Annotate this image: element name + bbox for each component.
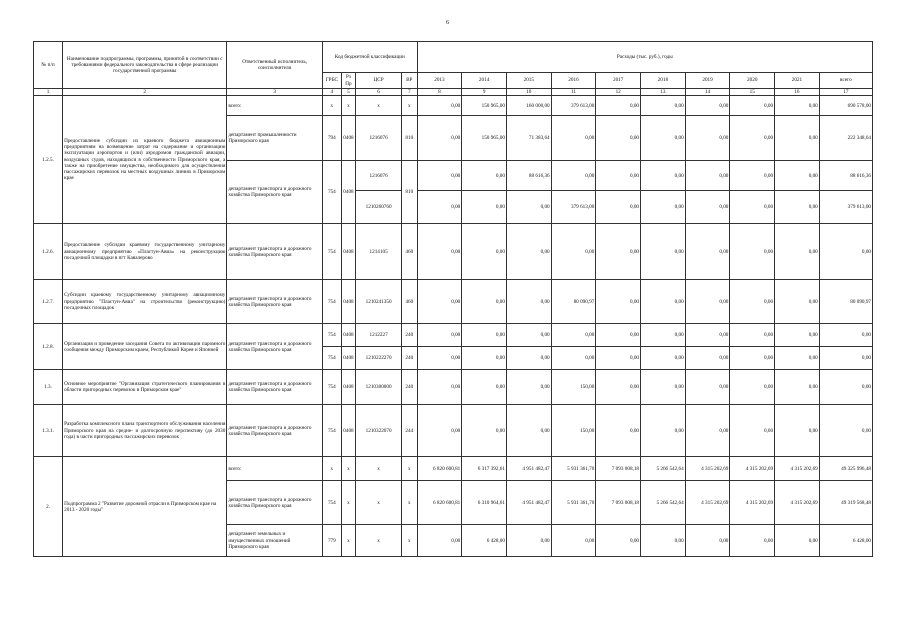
total-cell: 0,00 (819, 405, 872, 457)
value-cell: 0,00 (685, 96, 730, 116)
rzpr-cell: 0408 (341, 280, 356, 324)
header-csr: ЦСР (356, 73, 402, 89)
total-cell: 49 325 996,48 (819, 457, 872, 481)
rzpr-cell: 0408 (341, 161, 356, 224)
vr-cell: 460 (401, 224, 417, 280)
value-cell: 4 315 202,69 (685, 457, 730, 481)
value-cell: 0,00 (775, 405, 820, 457)
value-cell: 0,00 (685, 525, 730, 557)
value-cell: 0,00 (596, 191, 641, 224)
grbs-cell: 754 (322, 347, 341, 370)
total-cell: 0,00 (819, 324, 872, 347)
csr-cell: х (356, 525, 402, 557)
row-executor: департамент транспорта и дорожного хозяйства Приморского края (227, 324, 323, 370)
value-cell: 0,00 (417, 96, 462, 116)
value-cell: 80 090,97 (551, 280, 596, 324)
value-cell: 0,00 (685, 405, 730, 457)
value-cell: 0,00 (641, 347, 686, 370)
col-number: 16 (775, 89, 820, 96)
value-cell: 0,00 (775, 191, 820, 224)
csr-cell: х (356, 481, 402, 525)
row-executor: департамент транспорта и дорожного хозяйства Приморского края (227, 405, 323, 457)
header-year: 2014 (462, 73, 507, 89)
value-cell: 0,00 (641, 280, 686, 324)
value-cell: 0,00 (730, 280, 775, 324)
value-cell: 379 613,00 (551, 191, 596, 224)
value-cell: 5 931 361,70 (551, 457, 596, 481)
header-expenses: Расходы (тыс. руб.), годы (417, 42, 872, 73)
value-cell: 0,00 (506, 224, 551, 280)
value-cell: 150,00 (551, 405, 596, 457)
vr-cell: 244 (401, 405, 417, 457)
value-cell: 0,00 (685, 116, 730, 161)
value-cell: 0,00 (641, 96, 686, 116)
col-number: 13 (641, 89, 686, 96)
rzpr-cell: 0408 (341, 370, 356, 405)
header-num: № п/п (34, 42, 63, 89)
rzpr-cell: 0408 (341, 324, 356, 347)
row-name: Организация и проведение заседания Совета по активизации паромного сообщения между Приморским краем, Республикой Корея и Японией (63, 324, 227, 370)
header-year: 2017 (596, 73, 641, 89)
value-cell: 0,00 (775, 347, 820, 370)
vr-cell: 240 (401, 347, 417, 370)
value-cell: 0,00 (596, 280, 641, 324)
value-cell: 4 315 202,69 (775, 481, 820, 525)
csr-cell: 1216076 (356, 116, 402, 161)
value-cell: 6 820 600,81 (417, 457, 462, 481)
row-executor: департамент транспорта и дорожного хозяйства Приморского края (227, 481, 323, 525)
col-number: 1 (34, 89, 63, 96)
value-cell: 0,00 (730, 161, 775, 191)
value-cell: 0,00 (775, 116, 820, 161)
col-number: 17 (819, 89, 872, 96)
row-number: 1.3. (34, 370, 63, 405)
value-cell: 4 315 202,69 (730, 481, 775, 525)
value-cell: 0,00 (775, 525, 820, 557)
value-cell: 0,00 (417, 224, 462, 280)
value-cell: 0,00 (685, 280, 730, 324)
col-number: 12 (596, 89, 641, 96)
value-cell: 0,00 (596, 370, 641, 405)
value-cell: 5 931 361,70 (551, 481, 596, 525)
csr-cell: х (356, 457, 402, 481)
value-cell: 0,00 (596, 96, 641, 116)
value-cell: 0,00 (596, 116, 641, 161)
value-cell: 0,00 (685, 324, 730, 347)
total-cell: 379 613,00 (819, 191, 872, 224)
value-cell: 0,00 (596, 224, 641, 280)
header-rzpr: Рз Пр (341, 73, 356, 89)
value-cell: 0,00 (685, 161, 730, 191)
table-row (34, 324, 873, 347)
value-cell: 4 951 482,47 (506, 481, 551, 525)
vr-cell: 810 (401, 116, 417, 161)
value-cell: 6 820 600,81 (417, 481, 462, 525)
grbs-cell: х (322, 457, 341, 481)
csr-cell: 1212227 (356, 324, 402, 347)
header-budget-code: Код бюджетной классификации (322, 42, 417, 73)
value-cell: 0,00 (462, 224, 507, 280)
col-number: 9 (462, 89, 507, 96)
grbs-cell: 754 (322, 481, 341, 525)
grbs-cell: 754 (322, 405, 341, 457)
value-cell: 6 310 964,61 (462, 481, 507, 525)
value-cell: 0,00 (685, 224, 730, 280)
rzpr-cell: 0408 (341, 116, 356, 161)
header-year: 2018 (641, 73, 686, 89)
table-row (34, 96, 873, 116)
col-number: 4 (322, 89, 341, 96)
value-cell: 0,00 (596, 161, 641, 191)
row-number: 1.2.5. (34, 96, 63, 224)
row-executor: департамент транспорта и дорожного хозяйства Приморского края (227, 161, 323, 224)
col-number: 14 (685, 89, 730, 96)
header-year: 2020 (730, 73, 775, 89)
table-row (34, 457, 873, 481)
grbs-cell: 754 (322, 224, 341, 280)
col-number: 5 (341, 89, 356, 96)
header-vr: ВР (401, 73, 417, 89)
value-cell: 4 315 202,69 (775, 457, 820, 481)
value-cell: 0,00 (641, 525, 686, 557)
value-cell: 0,00 (417, 191, 462, 224)
row-executor: департамент промышленности Приморского края (227, 116, 323, 161)
value-cell: 0,00 (685, 370, 730, 405)
grbs-cell: 779 (322, 525, 341, 557)
value-cell: 0,00 (730, 405, 775, 457)
row-name: Разработка комплексного плана транспортного обслуживания населения Приморского края на средне- и долгосрочную перспективу (до 2030 года) в части пригородных пассажирских перевозок (63, 405, 227, 457)
grbs-cell: 754 (322, 161, 341, 224)
csr-cell: 1216076 (356, 161, 402, 191)
header-total: всего (819, 73, 872, 89)
value-cell: 0,00 (596, 525, 641, 557)
value-cell: 0,00 (775, 324, 820, 347)
total-cell: 49 319 568,48 (819, 481, 872, 525)
grbs-cell: 754 (322, 370, 341, 405)
value-cell: 0,00 (462, 405, 507, 457)
value-cell: 0,00 (775, 224, 820, 280)
value-cell: 5 266 542,64 (641, 481, 686, 525)
vr-cell: 240 (401, 324, 417, 347)
total-cell: 222 348,64 (819, 116, 872, 161)
csr-cell: 1210222270 (356, 347, 402, 370)
row-executor: департамент транспорта и дорожного хозяйства Приморского края (227, 280, 323, 324)
value-cell: 4 315 202,69 (685, 481, 730, 525)
grbs-cell: х (322, 96, 341, 116)
value-cell: 0,00 (417, 370, 462, 405)
total-cell: 0,00 (819, 224, 872, 280)
value-cell: 150 965,00 (462, 96, 507, 116)
col-number: 15 (730, 89, 775, 96)
value-cell: 0,00 (417, 280, 462, 324)
value-cell: 160 000,00 (506, 96, 551, 116)
csr-cell: 1214105 (356, 224, 402, 280)
value-cell: 0,00 (417, 405, 462, 457)
csr-cell: х (356, 96, 402, 116)
value-cell: 0,00 (775, 96, 820, 116)
col-number: 8 (417, 89, 462, 96)
csr-cell: 1210241350 (356, 280, 402, 324)
col-number: 7 (401, 89, 417, 96)
value-cell: 0,00 (641, 370, 686, 405)
vr-cell: 460 (401, 280, 417, 324)
value-cell: 0,00 (641, 405, 686, 457)
value-cell: 0,00 (775, 161, 820, 191)
grbs-cell: 794 (322, 116, 341, 161)
row-executor: всего: (227, 457, 323, 481)
value-cell: 0,00 (462, 370, 507, 405)
table-row (34, 370, 873, 405)
value-cell: 0,00 (730, 96, 775, 116)
value-cell: 0,00 (506, 525, 551, 557)
col-number: 2 (63, 89, 227, 96)
expenses-table (33, 41, 873, 557)
value-cell: 0,00 (506, 280, 551, 324)
value-cell: 0,00 (462, 347, 507, 370)
value-cell: 0,00 (417, 116, 462, 161)
value-cell: 0,00 (596, 405, 641, 457)
value-cell: 4 951 482,47 (506, 457, 551, 481)
value-cell: 0,00 (730, 370, 775, 405)
value-cell: 0,00 (417, 324, 462, 347)
value-cell: 0,00 (685, 347, 730, 370)
header-name: Наименование подпрограммы, программы, принятой в соответствии с требованиями федерального законодательства в сфере реализации государственной программы (63, 42, 227, 89)
value-cell: 0,00 (641, 191, 686, 224)
value-cell: 0,00 (462, 161, 507, 191)
page-number: 6 (446, 20, 449, 26)
row-name: Основное мероприятие "Организация стратегического планирования в области пригородных перевозок в Приморском крае" (63, 370, 227, 405)
header-year: 2019 (685, 73, 730, 89)
csr-cell: 1210260760 (356, 191, 402, 224)
value-cell: 0,00 (551, 347, 596, 370)
csr-cell: 1210300000 (356, 370, 402, 405)
rzpr-cell: х (341, 96, 356, 116)
vr-cell: 240 (401, 370, 417, 405)
value-cell: 150 965,00 (462, 116, 507, 161)
total-cell: 0,00 (819, 347, 872, 370)
value-cell: 0,00 (641, 224, 686, 280)
value-cell: 0,00 (775, 370, 820, 405)
value-cell: 4 315 202,69 (730, 457, 775, 481)
value-cell: 0,00 (462, 280, 507, 324)
value-cell: 0,00 (506, 347, 551, 370)
row-number: 1.2.8. (34, 324, 63, 370)
value-cell: 0,00 (730, 191, 775, 224)
value-cell: 0,00 (417, 347, 462, 370)
value-cell: 0,00 (462, 324, 507, 347)
rzpr-cell: 0408 (341, 224, 356, 280)
row-executor: департамент транспорта и дорожного хозяйства Приморского края (227, 370, 323, 405)
value-cell: 0,00 (506, 370, 551, 405)
value-cell: 0,00 (730, 224, 775, 280)
row-name: Субсидии краевому государственному унитарному авиационному предприятию "Пластун-Авиа" на строительство (реконструкцию) посадочных площадок (63, 280, 227, 324)
value-cell: 0,00 (462, 191, 507, 224)
value-cell: 150,00 (551, 370, 596, 405)
value-cell: 0,00 (730, 324, 775, 347)
vr-cell: х (401, 457, 417, 481)
col-number: 6 (356, 89, 402, 96)
header-year: 2021 (775, 73, 820, 89)
value-cell: 0,00 (685, 191, 730, 224)
value-cell: 71 383,64 (506, 116, 551, 161)
value-cell: 0,00 (551, 224, 596, 280)
rzpr-cell: х (341, 525, 356, 557)
header-grbs: ГРБС (322, 73, 341, 89)
table-row (34, 224, 873, 280)
value-cell: 0,00 (506, 191, 551, 224)
row-executor: департамент земельных и имущественных отношений Приморского края (227, 525, 323, 557)
value-cell: 0,00 (775, 280, 820, 324)
value-cell: 0,00 (641, 324, 686, 347)
total-cell: 6 428,00 (819, 525, 872, 557)
row-name: Предоставление субсидии из краевого бюджета авиационным предприятиям на возмещение затрат на содержание и организацию эксплуатации аэропортов и (или) аэродромов гражданской авиации, воздушных судов, находящихся в собственности Приморского края, а также на приобретение имущества, необходимого для осуществления пассажирских перевозок на местных воздушных линиях в Приморском крае (63, 96, 227, 224)
row-executor: департамент транспорта и дорожного хозяйства Приморского края (227, 224, 323, 280)
value-cell: 7 093 008,18 (596, 481, 641, 525)
value-cell: 6 428,00 (462, 525, 507, 557)
row-number: 1.2.7. (34, 280, 63, 324)
table-row (34, 405, 873, 457)
csr-cell: 1210322070 (356, 405, 402, 457)
row-executor: всего: (227, 96, 323, 116)
vr-cell: х (401, 525, 417, 557)
value-cell: 0,00 (596, 324, 641, 347)
vr-cell: х (401, 96, 417, 116)
table-row (34, 280, 873, 324)
value-cell: 0,00 (730, 116, 775, 161)
value-cell: 0,00 (551, 525, 596, 557)
value-cell: 0,00 (551, 161, 596, 191)
rzpr-cell: 0408 (341, 347, 356, 370)
grbs-cell: 754 (322, 324, 341, 347)
row-number: 1.2.6. (34, 224, 63, 280)
header-executor: Ответственный исполнитель, соисполнители (227, 42, 323, 89)
vr-cell: 810 (401, 161, 417, 224)
value-cell: 5 266 542,64 (641, 457, 686, 481)
header-year: 2015 (506, 73, 551, 89)
value-cell: 88 616,36 (506, 161, 551, 191)
value-cell: 0,00 (730, 525, 775, 557)
row-name: Подпрограмма 2 "Развитие дорожной отрасли в Приморском крае на 2013 - 2020 годы" (63, 457, 227, 557)
value-cell: 0,00 (641, 116, 686, 161)
value-cell: 0,00 (417, 161, 462, 191)
total-cell: 88 616,36 (819, 161, 872, 191)
value-cell: 7 093 008,18 (596, 457, 641, 481)
value-cell: 0,00 (596, 347, 641, 370)
grbs-cell: 754 (322, 280, 341, 324)
value-cell: 0,00 (551, 116, 596, 161)
col-number: 11 (551, 89, 596, 96)
value-cell: 0,00 (417, 525, 462, 557)
vr-cell: х (401, 481, 417, 525)
rzpr-cell: х (341, 481, 356, 525)
total-cell: 80 090,97 (819, 280, 872, 324)
col-number: 3 (227, 89, 323, 96)
row-name: Предоставление субсидии краевому государственному унитарному авиационному предприятию «Пластун-Авиа» на реконструкцию посадочной площадки в пгт Кавалерово (63, 224, 227, 280)
value-cell: 6 317 392,61 (462, 457, 507, 481)
total-cell: 690 578,00 (819, 96, 872, 116)
total-cell: 0,00 (819, 370, 872, 405)
rzpr-cell: 0408 (341, 405, 356, 457)
rzpr-cell: х (341, 457, 356, 481)
value-cell: 0,00 (730, 347, 775, 370)
value-cell: 0,00 (506, 405, 551, 457)
header-year: 2013 (417, 73, 462, 89)
value-cell: 0,00 (641, 161, 686, 191)
header-year: 2016 (551, 73, 596, 89)
value-cell: 0,00 (551, 324, 596, 347)
row-number: 1.3.1. (34, 405, 63, 457)
value-cell: 379 613,00 (551, 96, 596, 116)
value-cell: 0,00 (506, 324, 551, 347)
row-number: 2. (34, 457, 63, 557)
col-number: 10 (506, 89, 551, 96)
